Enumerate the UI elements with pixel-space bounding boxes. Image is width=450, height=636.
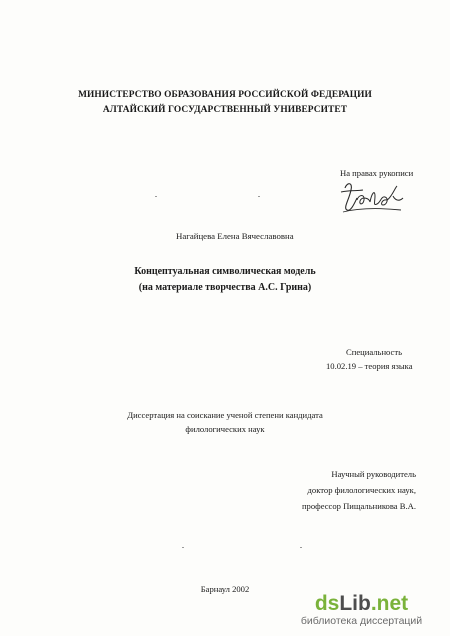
ministry-name: МИНИСТЕРСТВО ОБРАЗОВАНИЯ РОССИЙСКОЙ ФЕДЕРАЦИИ (78, 90, 372, 100)
handwritten-signature (337, 178, 409, 218)
advisor-role: Научный руководитель (331, 469, 416, 479)
advisor-degree: доктор филологических наук, (307, 485, 416, 495)
scan-speck (300, 547, 302, 548)
title-line-2: (на материале творчества А.С. Грина) (138, 282, 312, 293)
advisor-block (302, 466, 416, 514)
degree-line-1: Диссертация на соискание ученой степени кандидата (127, 410, 323, 420)
dissertation-degree (0, 408, 450, 436)
specialty-code: 10.02.19 – теория языка (326, 361, 413, 371)
specialty-block (326, 345, 413, 373)
dslib-subtitle: библиотека диссертаций (300, 615, 423, 627)
scan-speck (258, 196, 260, 197)
scan-speck (182, 547, 184, 548)
degree-line-2: филологических наук (185, 424, 265, 434)
dissertation-title (0, 264, 450, 296)
dslib-watermark (279, 593, 444, 627)
scan-speck (155, 196, 157, 197)
title-line-1: Концептуальная символическая модель (134, 266, 316, 277)
institution-header (0, 88, 450, 118)
manuscript-rights-note: На правах рукописи (340, 168, 414, 178)
author-name: Нагайцева Елена Вячеславовна (176, 231, 294, 241)
university-name: АЛТАЙСКИЙ ГОСУДАРСТВЕННЫЙ УНИВЕРСИТЕТ (102, 105, 348, 115)
advisor-name: профессор Пищальникова В.А. (301, 501, 416, 511)
dslib-logo: dsLib.net (314, 592, 409, 615)
specialty-label: Специальность (346, 347, 403, 357)
city-year: Барнаул 2002 (200, 584, 250, 594)
